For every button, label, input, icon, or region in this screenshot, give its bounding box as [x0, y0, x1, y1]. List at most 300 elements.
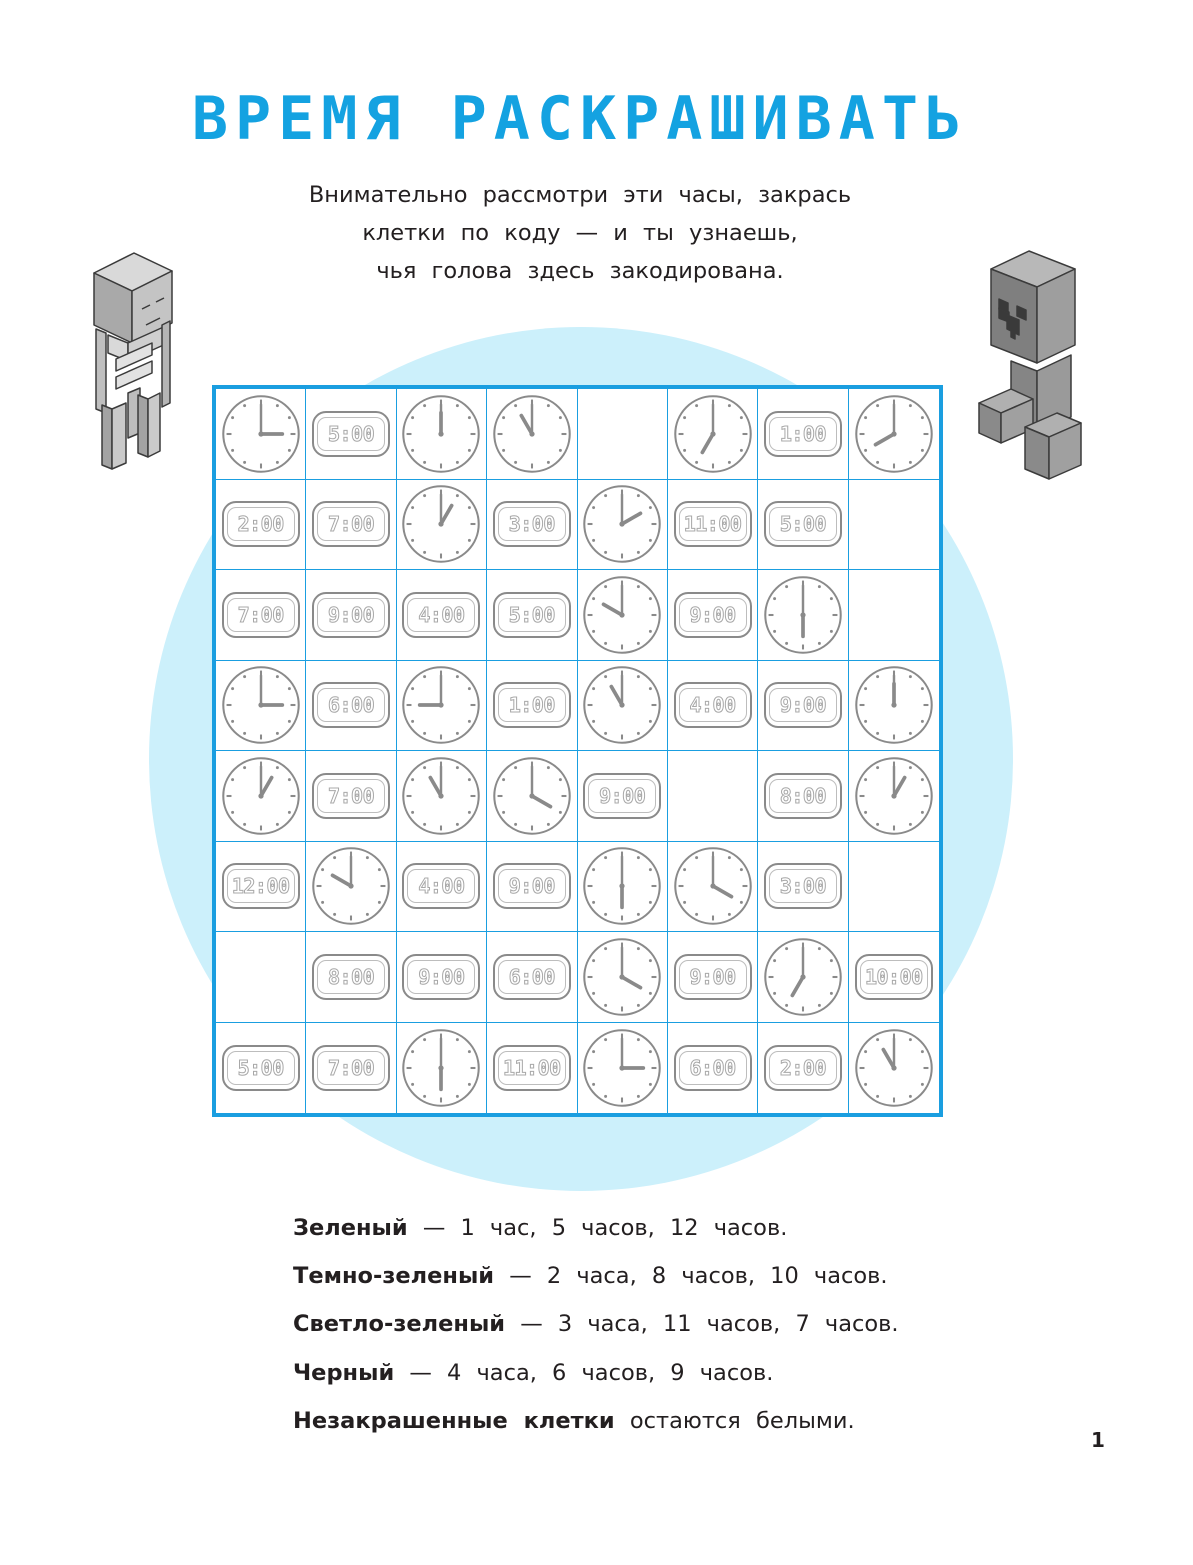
clock-tick — [830, 959, 833, 962]
clock-tick — [637, 551, 640, 554]
grid-cell[interactable] — [758, 932, 848, 1023]
clock-center — [620, 1065, 625, 1070]
clock-tick — [592, 506, 595, 509]
clock-tick — [243, 732, 246, 735]
grid-cell[interactable] — [397, 842, 487, 933]
digital-clock-time: 3:00 — [498, 507, 566, 541]
clock-tick — [604, 856, 607, 859]
grid-cell[interactable] — [306, 751, 396, 842]
digital-clock — [312, 501, 390, 547]
clock-tick — [412, 539, 415, 542]
clock-tick — [424, 732, 427, 735]
digital-clock-time: 8:00 — [769, 779, 837, 813]
clock-tick — [412, 811, 415, 814]
clock-tick — [456, 766, 459, 769]
clock-tick — [773, 630, 776, 633]
clock-tick — [739, 416, 742, 419]
digital-clock-time: 8:00 — [317, 960, 385, 994]
clock-tick — [649, 959, 652, 962]
digital-clock-time: 11:00 — [679, 507, 747, 541]
clock-tick — [592, 720, 595, 723]
clock-tick — [276, 404, 279, 407]
clock-tick — [773, 959, 776, 962]
clock-tick — [321, 868, 324, 871]
grid-cell[interactable] — [487, 751, 577, 842]
clock-tick — [876, 1095, 879, 1098]
grid-cell[interactable] — [487, 932, 577, 1023]
clock-tick — [739, 901, 742, 904]
clock-center — [529, 431, 534, 436]
intro-line: Внимательно рассмотри эти часы, закрась — [308, 182, 852, 208]
grid-cell[interactable] — [216, 570, 306, 661]
clock-tick — [592, 1050, 595, 1053]
digital-clock-time: 1:00 — [769, 417, 837, 451]
clock-tick — [604, 675, 607, 678]
digital-clock — [855, 954, 933, 1000]
clock-tick — [456, 1038, 459, 1041]
grid-cell[interactable] — [397, 570, 487, 661]
digital-clock-time: 5:00 — [769, 507, 837, 541]
digital-clock — [312, 411, 390, 457]
clock-tick — [876, 1038, 879, 1041]
clock-tick — [456, 404, 459, 407]
clock-tick — [592, 1083, 595, 1086]
clock-tick — [864, 811, 867, 814]
digital-clock — [402, 863, 480, 909]
clock-tick — [876, 766, 879, 769]
clock-center — [439, 431, 444, 436]
clock-tick — [649, 506, 652, 509]
analog-clock — [581, 936, 663, 1018]
clock-tick — [333, 856, 336, 859]
grid-cell[interactable] — [849, 661, 939, 752]
clock-center — [620, 974, 625, 979]
clock-tick — [637, 1004, 640, 1007]
clock-tick — [456, 823, 459, 826]
clock-tick — [559, 778, 562, 781]
grid-cell[interactable] — [487, 480, 577, 571]
intro-line: чья голова здесь закодирована. — [376, 258, 784, 284]
grid-cell[interactable] — [849, 751, 939, 842]
digital-clock-time: 7:00 — [317, 1051, 385, 1085]
clock-tick — [921, 1050, 924, 1053]
clock-tick — [468, 506, 471, 509]
clock-tick — [773, 597, 776, 600]
clock-center — [439, 1065, 444, 1070]
clock-tick — [592, 959, 595, 962]
digital-clock-time: 2:00 — [769, 1051, 837, 1085]
grid-cell[interactable] — [668, 842, 758, 933]
clock-tick — [695, 404, 698, 407]
digital-clock — [493, 682, 571, 728]
clock-tick — [818, 947, 821, 950]
clock-tick — [773, 992, 776, 995]
clock-tick — [921, 778, 924, 781]
clock-tick — [412, 449, 415, 452]
clock-center — [439, 522, 444, 527]
grid-cell[interactable] — [487, 842, 577, 933]
clock-tick — [909, 732, 912, 735]
clock-tick — [276, 732, 279, 735]
clock-tick — [864, 687, 867, 690]
grid-cell[interactable] — [758, 570, 848, 661]
legend-color: Черный — [293, 1359, 395, 1386]
digital-clock-time: 9:00 — [769, 688, 837, 722]
clock-tick — [231, 720, 234, 723]
digital-clock — [312, 1045, 390, 1091]
grid-cell[interactable] — [668, 389, 758, 480]
clock-tick — [637, 732, 640, 735]
clock-tick — [424, 766, 427, 769]
clock-tick — [604, 732, 607, 735]
analog-clock — [581, 664, 663, 746]
clock-tick — [785, 642, 788, 645]
grid-cell[interactable] — [216, 932, 306, 1023]
clock-center — [710, 431, 715, 436]
creeper-illustration — [975, 243, 1100, 483]
clock-tick — [514, 766, 517, 769]
digital-clock — [674, 501, 752, 547]
clock-tick — [637, 585, 640, 588]
clock-tick — [231, 449, 234, 452]
clock-tick — [909, 404, 912, 407]
grid-cell[interactable] — [849, 932, 939, 1023]
grid-cell[interactable] — [306, 661, 396, 752]
clock-tick — [695, 461, 698, 464]
digital-clock — [583, 773, 661, 819]
clock-tick — [424, 494, 427, 497]
clock-tick — [921, 1083, 924, 1086]
digital-clock — [222, 1045, 300, 1091]
analog-clock — [400, 1027, 482, 1109]
clock-tick — [876, 404, 879, 407]
clock-tick — [649, 1083, 652, 1086]
clock-center — [891, 793, 896, 798]
clock-tick — [231, 687, 234, 690]
grid-cell[interactable] — [758, 480, 848, 571]
grid-cell[interactable] — [578, 389, 668, 480]
legend-item — [293, 1214, 899, 1262]
clock-tick — [739, 449, 742, 452]
digital-clock — [764, 773, 842, 819]
analog-clock — [581, 845, 663, 927]
analog-clock — [491, 755, 573, 837]
grid-cell[interactable] — [578, 751, 668, 842]
clock-tick — [876, 675, 879, 678]
clock-tick — [456, 732, 459, 735]
grid-cell[interactable] — [668, 661, 758, 752]
clock-center — [258, 431, 263, 436]
digital-clock — [222, 592, 300, 638]
clock-tick — [547, 823, 550, 826]
grid-cell[interactable] — [306, 570, 396, 661]
clock-tick — [468, 416, 471, 419]
clock-tick — [604, 585, 607, 588]
clock-center — [891, 1065, 896, 1070]
clock-tick — [276, 823, 279, 826]
grid-cell[interactable] — [306, 389, 396, 480]
clock-tick — [739, 868, 742, 871]
clock-tick — [785, 1004, 788, 1007]
clock-tick — [683, 901, 686, 904]
digital-clock — [493, 954, 571, 1000]
digital-clock-time: 4:00 — [679, 688, 747, 722]
clock-tick — [412, 1083, 415, 1086]
clock-tick — [456, 551, 459, 554]
clock-tick — [502, 449, 505, 452]
grid-cell[interactable] — [849, 570, 939, 661]
clock-center — [710, 884, 715, 889]
grid-cell[interactable] — [578, 932, 668, 1023]
digital-clock — [222, 863, 300, 909]
clock-tick — [909, 823, 912, 826]
grid-cell[interactable] — [668, 570, 758, 661]
clock-tick — [231, 778, 234, 781]
grid-cell[interactable] — [487, 661, 577, 752]
clock-tick — [921, 811, 924, 814]
clock-tick — [243, 766, 246, 769]
digital-clock — [674, 1045, 752, 1091]
clock-tick — [559, 449, 562, 452]
grid-cell[interactable] — [306, 842, 396, 933]
analog-clock — [762, 936, 844, 1018]
clock-tick — [243, 675, 246, 678]
clock-tick — [695, 913, 698, 916]
clock-tick — [502, 416, 505, 419]
page-number: 1 — [1091, 1428, 1105, 1452]
clock-tick — [683, 868, 686, 871]
clock-center — [800, 974, 805, 979]
grid-cell[interactable] — [668, 480, 758, 571]
clock-tick — [468, 811, 471, 814]
digital-clock-time: 4:00 — [407, 598, 475, 632]
clock-center — [258, 793, 263, 798]
grid-cell[interactable] — [578, 661, 668, 752]
clock-tick — [637, 947, 640, 950]
digital-clock — [312, 773, 390, 819]
legend-color: Зеленый — [293, 1215, 408, 1241]
digital-clock — [222, 501, 300, 547]
clock-tick — [921, 687, 924, 690]
clock-center — [620, 703, 625, 708]
grid-cell[interactable] — [397, 932, 487, 1023]
clock-tick — [424, 551, 427, 554]
grid-cell[interactable] — [306, 1023, 396, 1114]
digital-clock-time: 2:00 — [227, 507, 295, 541]
clock-tick — [604, 1004, 607, 1007]
analog-clock — [220, 755, 302, 837]
grid-cell[interactable] — [216, 1023, 306, 1114]
grid-cell[interactable] — [758, 751, 848, 842]
grid-cell[interactable] — [849, 842, 939, 933]
digital-clock-time: 5:00 — [317, 417, 385, 451]
clock-tick — [604, 1095, 607, 1098]
analog-clock — [853, 664, 935, 746]
clock-tick — [592, 992, 595, 995]
grid-cell[interactable] — [668, 1023, 758, 1114]
clock-tick — [592, 597, 595, 600]
clock-center — [439, 703, 444, 708]
grid-cell[interactable] — [758, 1023, 848, 1114]
clock-tick — [378, 901, 381, 904]
grid-cell[interactable] — [578, 570, 668, 661]
clock-tick — [456, 1095, 459, 1098]
digital-clock — [674, 954, 752, 1000]
clock-tick — [288, 687, 291, 690]
clock-tick — [424, 1095, 427, 1098]
digital-clock-time: 9:00 — [679, 598, 747, 632]
legend-color: Незакрашенные клетки — [293, 1407, 615, 1434]
clock-tick — [876, 461, 879, 464]
digital-clock-time: 6:00 — [317, 688, 385, 722]
grid-cell[interactable] — [758, 389, 848, 480]
clock-center — [800, 612, 805, 617]
grid-cell[interactable] — [487, 1023, 577, 1114]
analog-clock — [400, 755, 482, 837]
clock-tick — [592, 868, 595, 871]
grid-cell[interactable] — [849, 480, 939, 571]
legend-rule: — 1 час, 5 часов, 12 часов. — [422, 1215, 788, 1241]
digital-clock — [312, 682, 390, 728]
clock-tick — [818, 642, 821, 645]
grid-cell[interactable] — [397, 751, 487, 842]
grid-cell[interactable] — [849, 389, 939, 480]
clock-tick — [412, 687, 415, 690]
clock-tick — [649, 539, 652, 542]
grid-cell[interactable] — [216, 389, 306, 480]
legend-rule: — 2 часа, 8 часов, 10 часов. — [509, 1263, 888, 1290]
clock-tick — [424, 404, 427, 407]
clock-tick — [909, 1038, 912, 1041]
grid-cell[interactable] — [306, 480, 396, 571]
clock-tick — [412, 778, 415, 781]
grid-cell[interactable] — [216, 480, 306, 571]
grid-cell[interactable] — [578, 1023, 668, 1114]
digital-clock-time: 11:00 — [498, 1051, 566, 1085]
digital-clock — [493, 501, 571, 547]
clock-tick — [649, 687, 652, 690]
digital-clock — [674, 592, 752, 638]
digital-clock-time: 9:00 — [588, 779, 656, 813]
clock-tick — [830, 992, 833, 995]
clock-tick — [468, 778, 471, 781]
grid-cell[interactable] — [216, 842, 306, 933]
clock-tick — [637, 1095, 640, 1098]
grid-cell[interactable] — [397, 661, 487, 752]
digital-clock — [764, 682, 842, 728]
grid-cell[interactable] — [216, 661, 306, 752]
grid-cell[interactable] — [487, 570, 577, 661]
grid-cell[interactable] — [397, 389, 487, 480]
clock-center — [529, 793, 534, 798]
grid-cell[interactable] — [578, 842, 668, 933]
analog-clock — [400, 483, 482, 565]
color-legend — [293, 1214, 899, 1455]
clock-tick — [547, 766, 550, 769]
clock-tick — [909, 461, 912, 464]
grid-cell[interactable] — [216, 751, 306, 842]
clock-tick — [456, 675, 459, 678]
clock-tick — [514, 823, 517, 826]
digital-clock — [674, 682, 752, 728]
clock-tick — [502, 778, 505, 781]
clock-tick — [288, 720, 291, 723]
clock-tick — [424, 675, 427, 678]
clock-center — [348, 884, 353, 889]
clock-tick — [637, 642, 640, 645]
clock-tick — [468, 1050, 471, 1053]
clock-tick — [456, 494, 459, 497]
clock-grid — [212, 385, 943, 1117]
grid-cell[interactable] — [578, 480, 668, 571]
grid-cell[interactable] — [668, 751, 758, 842]
clock-tick — [683, 449, 686, 452]
clock-tick — [864, 416, 867, 419]
clock-tick — [695, 856, 698, 859]
analog-clock — [310, 845, 392, 927]
digital-clock — [493, 592, 571, 638]
clock-tick — [412, 1050, 415, 1053]
digital-clock — [764, 1045, 842, 1091]
digital-clock-time: 1:00 — [498, 688, 566, 722]
grid-cell[interactable] — [758, 661, 848, 752]
legend-rule: — 4 часа, 6 часов, 9 часов. — [409, 1359, 774, 1386]
digital-clock-time: 5:00 — [227, 1051, 295, 1085]
grid-cell[interactable] — [758, 842, 848, 933]
clock-tick — [683, 416, 686, 419]
analog-clock — [853, 393, 935, 475]
clock-tick — [366, 913, 369, 916]
grid-cell[interactable] — [306, 932, 396, 1023]
clock-tick — [921, 416, 924, 419]
clock-tick — [231, 811, 234, 814]
clock-tick — [288, 778, 291, 781]
grid-cell[interactable] — [849, 1023, 939, 1114]
clock-tick — [864, 1083, 867, 1086]
legend-item — [293, 1310, 899, 1358]
clock-tick — [864, 449, 867, 452]
digital-clock-time: 10:00 — [860, 960, 928, 994]
digital-clock — [764, 501, 842, 547]
clock-tick — [909, 675, 912, 678]
clock-tick — [649, 720, 652, 723]
grid-cell[interactable] — [668, 932, 758, 1023]
clock-tick — [649, 1050, 652, 1053]
clock-tick — [637, 675, 640, 678]
digital-clock-time: 6:00 — [498, 960, 566, 994]
legend-item — [293, 1407, 899, 1455]
analog-clock — [853, 755, 935, 837]
clock-tick — [559, 416, 562, 419]
digital-clock-time: 7:00 — [317, 779, 385, 813]
digital-clock-time: 5:00 — [498, 598, 566, 632]
analog-clock — [581, 483, 663, 565]
analog-clock — [762, 574, 844, 656]
clock-tick — [864, 1050, 867, 1053]
clock-tick — [468, 449, 471, 452]
analog-clock — [400, 664, 482, 746]
clock-tick — [243, 461, 246, 464]
clock-tick — [288, 416, 291, 419]
analog-clock — [672, 393, 754, 475]
grid-cell[interactable] — [397, 480, 487, 571]
analog-clock — [581, 574, 663, 656]
grid-cell[interactable] — [487, 389, 577, 480]
analog-clock — [220, 664, 302, 746]
grid-cell[interactable] — [397, 1023, 487, 1114]
clock-tick — [276, 766, 279, 769]
clock-tick — [785, 947, 788, 950]
